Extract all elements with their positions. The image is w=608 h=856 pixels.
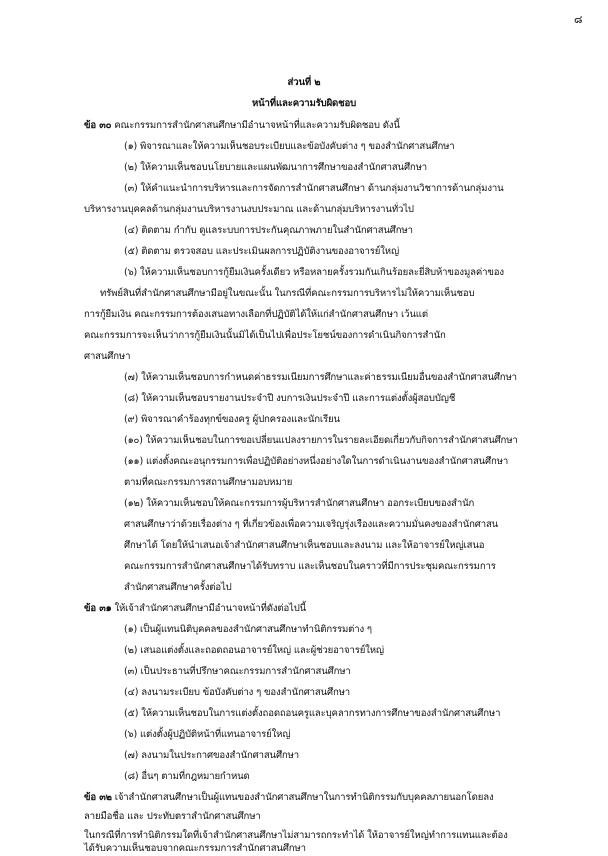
clause-30-item-6-cont: การกู้ยืมเงิน คณะกรรมการต้องเสนอทางเลือกที่ปฏิบัติได้ให้แก่สำนักศาสนศึกษา เว้นแต่: [84, 309, 428, 320]
clause-31-item-4: (๔) ลงนามระเบียบ ข้อบังคับต่าง ๆ ของสำนักศาสนศึกษา: [124, 687, 351, 698]
clause-30-line: ข้อ ๓๐ คณะกรรมการสำนักศาสนศึกษามีอำนาจหน้าที่และความรับผิดชอบ ดังนี้: [84, 120, 400, 131]
clause-30-item-6-cont: ศาสนศึกษา: [84, 351, 131, 362]
clause-31-item-5: (๕) ให้ความเห็นชอบในการแต่งตั้งถอดถอนครูและบุคลากรทางการศึกษาของสำนักศาสนศึกษา: [124, 708, 501, 719]
clause-30-item-6-cont: ทรัพย์สินที่สำนักศาสนศึกษามีอยู่ในขณะนั้น ในกรณีที่คณะกรรมการบริหารไม่ให้ความเห็นชอบ: [100, 288, 475, 299]
clause-30-item-3: (๓) ให้คำแนะนำการบริหารและการจัดการสำนักศาสนศึกษา ด้านกลุ่มงานวิชาการด้านกลุ่มงาน: [124, 183, 504, 194]
clause-number: ข้อ ๓๑: [84, 603, 112, 614]
clause-30-item-12: (๑๒) ให้ความเห็นชอบให้คณะกรรมการผู้บริหารสำนักศาสนศึกษา ออกระเบียบของสำนัก: [124, 498, 475, 509]
clause-30-item-12-cont: ศึกษาได้ โดยให้นำเสนอเจ้าสำนักศาสนศึกษาเห็นชอบและลงนาม และให้อาจารย์ใหญ่เสนอ: [124, 540, 485, 551]
clause-30-item-11-cont: ตามที่คณะกรรมการสถานศึกษามอบหมาย: [124, 477, 293, 488]
clause-30-item-8: (๘) ให้ความเห็นชอบรายงานประจำปี งบการเงินประจำปี และการแต่งตั้งผู้สอบบัญชี: [124, 393, 456, 404]
clause-30-item-7: (๗) ให้ความเห็นชอบการกำหนดค่าธรรมเนียมการศึกษาและค่าธรรมเนียมอื่นของสำนักศาสนศึกษา: [124, 372, 517, 383]
clause-30-item-9: (๙) พิจารณาคำร้องทุกข์ของครู ผู้ปกครองและนักเรียน: [124, 414, 340, 425]
clause-31-item-2: (๒) เสนอแต่งตั้งและถอดถอนอาจารย์ใหญ่ และผู้ช่วยอาจารย์ใหญ่: [124, 645, 384, 656]
clause-31-line: ข้อ ๓๑ ให้เจ้าสำนักศาสนศึกษามีอำนาจหน้าที่ดังต่อไปนี้: [84, 603, 307, 614]
clause-31-item-6: (๖) แต่งตั้งผู้ปฏิบัติหน้าที่แทนอาจารย์ใหญ่: [124, 729, 291, 740]
clause-32-para-2: ในกรณีที่การทำนิติกรรมใดที่เจ้าสำนักศาสนศึกษาไม่สามารถกระทำได้ ให้อาจารย์ใหญ่ทำการแทนและต้อง: [84, 830, 508, 841]
clause-30-item-12-cont: สำนักศาสนศึกษาครั้งต่อไป: [124, 582, 232, 593]
clause-31-item-1: (๑) เป็นผู้แทนนิติบุคคลของสำนักศาสนศึกษาทำนิติกรรมต่าง ๆ: [124, 624, 372, 635]
clause-30-item-10: (๑๐) ให้ความเห็นชอบในการขอเปลี่ยนแปลงรายการในรายละเอียดเกี่ยวกับกิจการสำนักศาสนศึกษา: [124, 435, 518, 446]
clause-30-item-3-cont: บริหารงานบุคคลด้านกลุ่มงานบริหารงานงบประมาณ และด้านกลุ่มบริหารงานทั่วไป: [84, 204, 414, 215]
clause-32-cont: ลายมือชื่อ และ ประทับตราสำนักศาสนศึกษา: [84, 811, 261, 822]
clause-32-para-2-cont: ได้รับความเห็นชอบจากคณะกรรมการสำนักศาสนศึกษา: [84, 843, 306, 854]
clause-31-item-8: (๘) อื่นๆ ตามที่กฎหมายกำหนด: [124, 771, 250, 782]
clause-30-item-2: (๒) ให้ความเห็นชอบนโยบายและแผนพัฒนาการศึกษาของสำนักศาสนศึกษา: [124, 162, 427, 173]
clause-30-item-12-cont: คณะกรรมการสำนักศาสนศึกษาได้รับทราบ และเห็นชอบในคราวที่มีการประชุมคณะกรรมการ: [124, 561, 496, 572]
clause-30-item-6-cont: คณะกรรมการจะเห็นว่าการกู้ยืมเงินนั้นมิได้เป็นไปเพื่อประโยชน์ของการดำเนินกิจการสำนัก: [84, 330, 446, 341]
clause-30-item-6: (๖) ให้ความเห็นชอบการกู้ยืมเงินครั้งเดียว หรือหลายครั้งรวมกันเกินร้อยละยี่สิบห้าของมูลค่าของ: [124, 267, 504, 278]
section-heading: หน้าที่และความรับผิดชอบ: [251, 98, 357, 109]
clause-30-item-4: (๔) ติดตาม กำกับ ดูแลระบบการประกันคุณภาพภายในสำนักศาสนศึกษา: [124, 225, 413, 236]
page-number: ๘: [574, 13, 583, 26]
clause-31-item-7: (๗) ลงนามในประกาศของสำนักศาสนศึกษา: [124, 750, 299, 761]
clause-30-item-12-cont: ศาสนศึกษาว่าด้วยเรื่องต่าง ๆ ที่เกี่ยวข้องเพื่อความเจริญรุ่งเรืองและความมั่นคงของสำนักศาสน: [124, 519, 499, 530]
clause-30-item-1: (๑) พิจารณาและให้ความเห็นชอบระเบียบและข้อบังคับต่าง ๆ ของสำนักศาสนศึกษา: [124, 141, 455, 152]
clause-30-item-5: (๕) ติดตาม ตรวจสอบ และประเมินผลการปฏิบัติงานของอาจารย์ใหญ่: [124, 246, 399, 257]
clause-number: ข้อ ๓๐: [84, 120, 112, 131]
clause-number: ข้อ ๓๒: [84, 792, 112, 803]
clause-32-line: ข้อ ๓๒ เจ้าสำนักศาสนศึกษาเป็นผู้แทนของสำนักศาสนศึกษาในการทำนิติกรรมกับบุคคลภายนอกโดยลง: [84, 792, 494, 803]
clause-31-item-3: (๓) เป็นประธานที่ปรึกษาคณะกรรมการสำนักศาสนศึกษา: [124, 666, 351, 677]
section-label: ส่วนที่ ๒: [287, 77, 321, 88]
clause-30-item-11: (๑๑) แต่งตั้งคณะอนุกรรมการเพื่อปฏิบัติอย่างหนึ่งอย่างใดในการดำเนินงานของสำนักศาสนศึกษา: [124, 456, 509, 467]
